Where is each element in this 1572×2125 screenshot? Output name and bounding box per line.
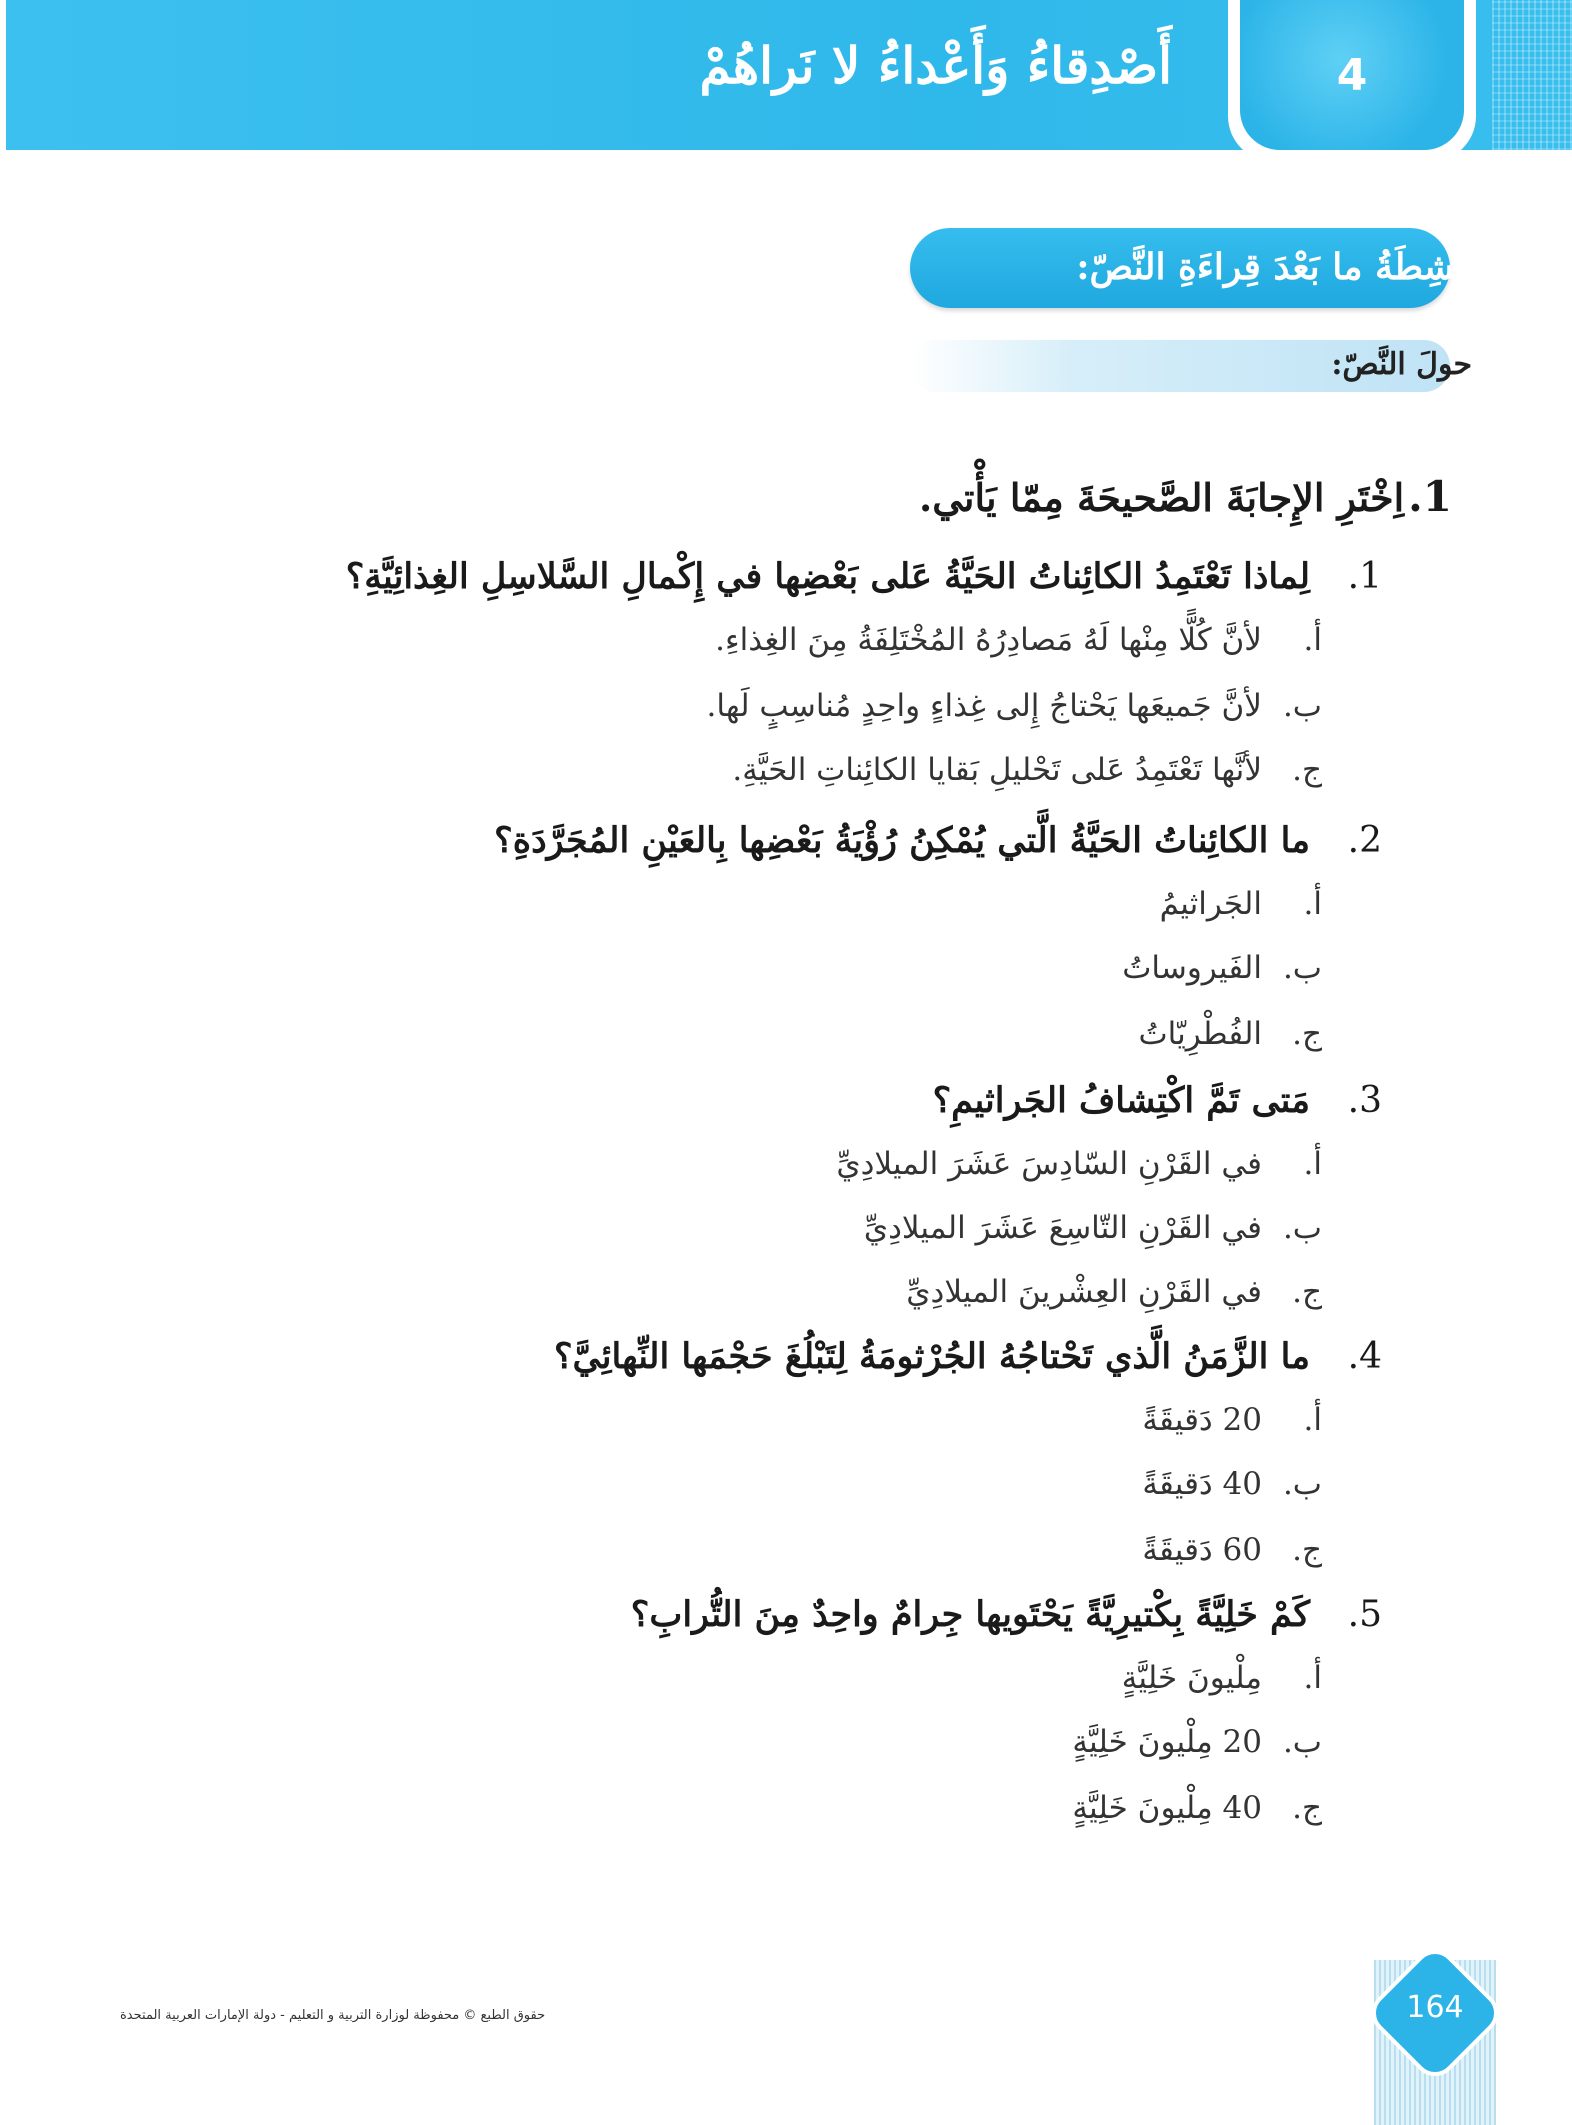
option-text: لأنَّ كُلًّا مِنْها لَهُ مَصادِرُهُ المُخْتَلِفَةُ مِنَ الغِذاءِ. [715, 622, 1262, 658]
option-text: في القَرْنِ العِشْرينَ الميلادِيِّ [906, 1274, 1262, 1310]
question-2 [494, 820, 1382, 861]
option-5-b[interactable] [1072, 1724, 1322, 1760]
option-3-c[interactable] [906, 1274, 1322, 1310]
option-label: ب. [1282, 1210, 1322, 1246]
question-number: 4. [1347, 1336, 1382, 1377]
option-label: ج. [1292, 1016, 1322, 1052]
option-1-b[interactable] [707, 688, 1322, 724]
exercise-instruction-text: اِخْتَرِ الإِجابَةَ الصَّحيحَةَ مِمّا يَأْتي. [918, 475, 1405, 520]
option-4-c[interactable] [1142, 1532, 1322, 1568]
option-5-c[interactable] [1072, 1790, 1322, 1826]
section-title: أَنْشِطَةُ ما بَعْدَ قِراءَةِ النَّصّ: [1076, 246, 1476, 288]
option-label: ج. [1292, 1790, 1322, 1826]
option-label: ب. [1282, 1466, 1322, 1502]
question-text: ما الزَّمَنُ الَّذي تَحْتاجُهُ الجُرْثومَةُ لِتَبْلُغَ حَجْمَها النِّهائِيَّ؟ [553, 1336, 1310, 1377]
question-number: 5. [1347, 1594, 1382, 1635]
option-2-a[interactable] [1160, 886, 1322, 922]
copyright-notice: حقوق الطبع © محفوظة لوزارة التربية و التعليم - دولة الإمارات العربية المتحدة [120, 2008, 546, 2023]
exercise-number: 1. [1408, 472, 1452, 521]
question-text: لِماذا تَعْتَمِدُ الكائِناتُ الحَيَّةُ عَلى بَعْضِها في إِكْمالِ السَّلاسِلِ الغِذائِيَّةِ؟ [345, 556, 1310, 597]
option-text: في القَرْنِ السّادِسَ عَشَرَ الميلادِيِّ [836, 1146, 1262, 1182]
question-1 [346, 556, 1382, 597]
option-text: 20 مِلْيونَ خَلِيَّةٍ [1072, 1724, 1262, 1760]
option-label: ج. [1292, 752, 1322, 788]
question-number: 2. [1347, 820, 1382, 861]
question-number: 1. [1347, 556, 1382, 597]
option-1-c[interactable] [732, 752, 1322, 788]
chapter-number: 4 [1336, 49, 1368, 101]
page-number: 164 [1406, 1990, 1464, 2025]
option-3-a[interactable] [836, 1146, 1322, 1182]
option-label: أ. [1303, 1660, 1322, 1696]
question-text: مَتى تَمَّ اكْتِشافُ الجَراثيمِ؟ [932, 1080, 1310, 1121]
option-text: الجَراثيمُ [1159, 886, 1262, 922]
option-text: 40 مِلْيونَ خَلِيَّةٍ [1072, 1790, 1262, 1826]
option-label: ج. [1292, 1274, 1322, 1310]
option-text: 60 دَقيقَةً [1142, 1532, 1262, 1568]
question-3 [933, 1080, 1382, 1121]
option-label: ج. [1292, 1532, 1322, 1568]
option-text: مِلْيونَ خَلِيَّةٍ [1121, 1660, 1262, 1696]
question-text: كَمْ خَلِيَّةً بِكْتيرِيَّةً يَحْتَويها جِرامٌ واحِدٌ مِنَ التُّرابِ؟ [630, 1594, 1310, 1635]
option-label: ب. [1282, 950, 1322, 986]
option-label: أ. [1303, 622, 1322, 658]
chapter-title: أَصْدِقاءُ وَأَعْداءُ لا نَراهُمْ [699, 36, 1172, 95]
option-text: 20 دَقيقَةً [1142, 1402, 1262, 1438]
question-4 [554, 1336, 1382, 1377]
subsection-title: حولَ النَّصّ: [1331, 347, 1472, 382]
option-text: في القَرْنِ التّاسِعَ عَشَرَ الميلادِيِّ [863, 1210, 1262, 1246]
exercise-instruction [919, 472, 1452, 521]
option-text: لأنَّها تَعْتَمِدُ عَلى تَحْليلِ بَقايا الكائِناتِ الحَيَّةِ. [732, 752, 1262, 788]
option-5-a[interactable] [1122, 1660, 1322, 1696]
option-label: أ. [1303, 886, 1322, 922]
option-3-b[interactable] [864, 1210, 1322, 1246]
option-2-b[interactable] [1122, 950, 1322, 986]
option-text: الفُطْرِيّاتُ [1138, 1016, 1262, 1052]
option-4-a[interactable] [1142, 1402, 1322, 1438]
question-text: ما الكائِناتُ الحَيَّةُ الَّتي يُمْكِنُ رُؤْيَةُ بَعْضِها بِالعَيْنِ المُجَرَّدَةِ؟ [494, 820, 1310, 861]
option-4-b[interactable] [1142, 1466, 1322, 1502]
question-number: 3. [1347, 1080, 1382, 1121]
option-text: 40 دَقيقَةً [1142, 1466, 1262, 1502]
option-2-c[interactable] [1138, 1016, 1322, 1052]
question-5 [631, 1594, 1382, 1635]
option-label: ب. [1282, 1724, 1322, 1760]
option-1-a[interactable] [715, 622, 1322, 658]
option-label: أ. [1303, 1402, 1322, 1438]
option-text: الفَيروساتُ [1122, 950, 1262, 986]
option-text: لأنَّ جَميعَها يَحْتاجُ إِلى غِذاءٍ واحِدٍ مُناسِبٍ لَها. [706, 688, 1262, 724]
option-label: أ. [1303, 1146, 1322, 1182]
option-label: ب. [1282, 688, 1322, 724]
